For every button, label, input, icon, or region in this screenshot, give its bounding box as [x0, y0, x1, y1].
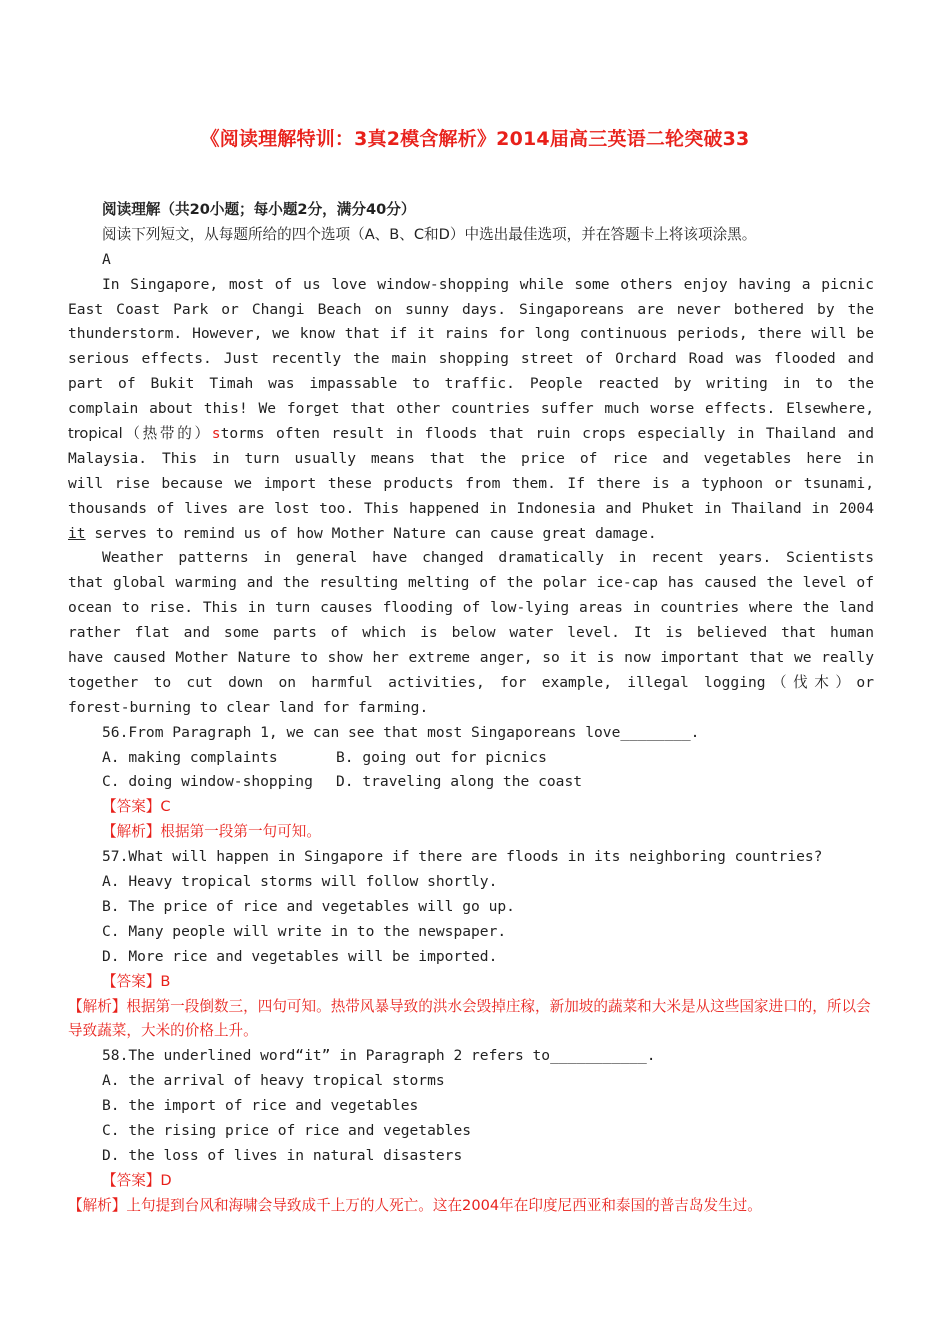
- question-stem: 57.What will happen in Singapore if there are floods in its neighboring countries?: [102, 848, 823, 866]
- question-58: [68, 1044, 874, 1218]
- explanation: 【解析】上句提到台风和海啸会导致成千上万的人死亡。这在2004年在印度尼西亚和泰国的普吉岛发生过。: [68, 1196, 762, 1214]
- paragraph-1: [68, 273, 874, 547]
- p2-line: have caused Mother Nature to show her extreme anger, so it is now important that we really: [68, 649, 874, 667]
- page-title: 《阅读理解特训：3真2模含解析》2014届高三英语二轮突破33: [200, 128, 750, 150]
- p1-line: will rise because we import these products from them. If there is a typhoon or tsunami,: [68, 474, 874, 492]
- option-b: B. The price of rice and vegetables will go up.: [102, 897, 515, 915]
- p2-line: ocean to rise. This in turn causes flooding of low-lying areas in countries where the land: [68, 599, 874, 617]
- p1-line: [68, 422, 874, 447]
- option-row: [68, 746, 874, 771]
- option-d: D. More rice and vegetables will be imported.: [102, 947, 498, 965]
- p1-line: thousands of lives are lost too. This happened in Indonesia and Phuket in Thailand in 2004: [68, 499, 874, 517]
- answer: 【答案】B: [102, 972, 171, 990]
- p1-line: thunderstorm. However, we know that if it rains for long continuous periods, there will be: [68, 325, 874, 343]
- option-d: D. traveling along the coast: [336, 773, 583, 791]
- instruction: 阅读下列短文，从每题所给的四个选项（A、B、C和D）中选出最佳选项，并在答题卡上将该项涂黑。: [102, 225, 757, 243]
- p1-line: part of Bukit Timah was impassable to traffic. People reacted by writing in to the: [68, 375, 874, 393]
- option-a: A. the arrival of heavy tropical storms: [102, 1072, 445, 1090]
- explanation: 【解析】根据第一段第一句可知。: [102, 823, 321, 841]
- option-c: C. doing window-shopping: [102, 773, 313, 791]
- tropical-gloss: tropical（热带的）: [68, 425, 212, 443]
- p2-line: rather flat and some parts of which is below water level. It is believed that human: [68, 624, 874, 642]
- p1-line: complain about this! We forget that other countries suffer much worse effects. Elsewhere,: [68, 400, 874, 418]
- p1-line: [68, 522, 874, 547]
- p1-line: Malaysia. This in turn usually means that the price of rice and vegetables here in: [68, 449, 874, 467]
- question-57: [68, 845, 874, 1044]
- p1-line: East Coast Park or Changi Beach on sunny days. Singaporeans are never bothered by the: [68, 300, 874, 318]
- passage-label: A: [102, 250, 111, 268]
- question-stem: 58.The underlined word“it” in Paragraph 2 refers to___________.: [102, 1047, 656, 1065]
- p2-line: that global warming and the resulting melting of the polar ice-cap has caused the level of: [68, 574, 874, 592]
- question-stem: 56.From Paragraph 1, we can see that most Singaporeans love________.: [102, 723, 700, 741]
- option-b: B. the import of rice and vegetables: [102, 1097, 419, 1115]
- p2-line: Weather patterns in general have changed dramatically in recent years. Scientists: [102, 549, 874, 567]
- option-c: C. Many people will write in to the newspaper.: [102, 922, 507, 940]
- red-letter: s: [211, 425, 221, 443]
- p1-line: serious effects. Just recently the main shopping street of Orchard Road was flooded and: [68, 350, 874, 368]
- p1-line-rest: torms often result in floods that ruin crops especially in Thailand and: [220, 425, 874, 443]
- option-b: B. going out for picnics: [336, 748, 547, 766]
- p1-line: In Singapore, most of us love window-shopping while some others enjoy having a picnic: [102, 275, 874, 293]
- option-a: A. making complaints: [102, 748, 278, 766]
- paragraph-2: [68, 546, 874, 720]
- option-a: A. Heavy tropical storms will follow shortly.: [102, 873, 498, 891]
- section-heading: 阅读理解（共20小题；每小题2分，满分40分）: [102, 201, 416, 218]
- answer: 【答案】D: [102, 1171, 172, 1189]
- logging-gloss: （伐木）: [765, 673, 857, 691]
- p1-line-rest: serves to remind us of how Mother Nature can cause great damage.: [85, 524, 657, 542]
- option-d: D. the loss of lives in natural disasters: [102, 1146, 463, 1164]
- underlined-it: it: [68, 524, 86, 542]
- explanation: 【解析】根据第一段倒数三，四句可知。热带风暴导致的洪水会毁掉庄稼，新加坡的蔬菜和大米是从这些国家进口的，所以会导致蔬菜，大米的价格上升。: [68, 997, 871, 1040]
- option-row: [68, 770, 874, 795]
- p2-line: [68, 671, 874, 696]
- p2-line: forest-burning to clear land for farming.: [68, 698, 429, 716]
- p2-line-part: together to cut down on harmful activities, for example, illegal logging: [68, 673, 766, 691]
- option-c: C. the rising price of rice and vegetables: [102, 1121, 472, 1139]
- p2-line-part: or: [856, 673, 874, 691]
- document-body: [68, 198, 874, 1219]
- answer: 【答案】C: [102, 798, 171, 816]
- question-56: [68, 721, 874, 845]
